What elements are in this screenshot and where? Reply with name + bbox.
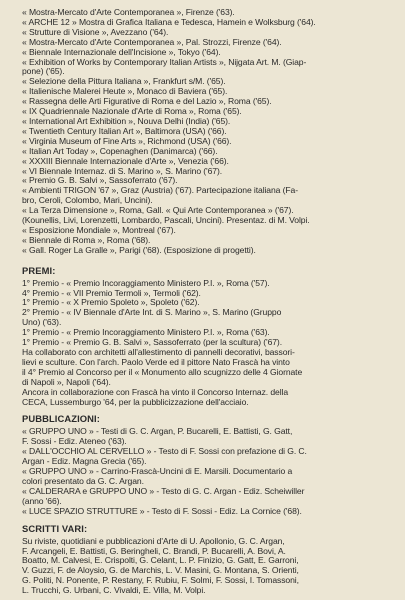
scritti-list [22,537,393,596]
scritti-heading: SCRITTI VARI: [22,522,88,534]
writing-line: V. Guzzi, F. de Aloysio, G. de Marchis, L. V. Masini, G. Montana, S. Orienti, [22,565,299,576]
exhibition-line: « Biennale Internazionale dell'Incisione », Tokyo ('64). [22,46,221,57]
premi-list [22,279,393,408]
premi-line: Ha collaborato con architetti all'allestimento di pannelli decorativi, bassori- [22,347,295,357]
publication-line: « LUCE SPAZIO STRUTTURE » - Testo di F. Sossi - Ediz. La Cornice ('68). [22,505,302,516]
exhibition-line: « La Terza Dimensione », Roma, Gall. « Qui Arte Contemporanea » ('67). [22,205,294,216]
publication-line: « GRUPPO UNO » - Carrino-Frascà-Uncini di E. Marsili. Documentario a [22,466,293,477]
exhibition-line: « ARCHE 12 » Mostra di Grafica Italiana e Tedesca, Hamein e Wolksburg ('64). [22,16,316,27]
premi-line: 1° Premio - « Premio Incoraggiamento Ministero P.I. », Roma ('63). [22,327,270,338]
premi-line: Ancora in collaborazione con Frascà ha vinto il Concorso Internaz. della [22,386,289,397]
publication-line: F. Sossi - Ediz. Ateneo ('63). [22,436,127,447]
exhibition-line: pone) ('65). [22,66,65,77]
premi-heading: PREMI: [22,264,56,276]
writing-line: F. Arcangeli, E. Battisti, G. Beringheli, C. Brandi, P. Bucarelli, A. Bovi, A. [22,545,286,556]
premi-line: 1° Premio - « Premio G. B. Salvi », Sassoferrato (per la scultura) ('67). [22,337,282,348]
exhibition-line: « Rassegna delle Arti Figurative di Roma e del Lazio », Roma ('65). [22,96,272,107]
pubblicazioni-heading: PUBBLICAZIONI: [22,413,100,425]
premi-line: Uno) ('63). [22,317,62,328]
exhibition-line: « Gall. Roger La Gralle », Parigi ('68). (Esposizione di progetti). [22,244,256,255]
premi-line: 2° Premio - « IV Biennale d'Arte Int. di S. Marino », S. Marino (Gruppo [22,307,282,318]
exhibition-line: « Strutture di Visione », Avezzano ('64). [22,26,169,37]
exhibition-line: « International Art Exhibition », Nouva Delhi (India) ('65). [22,115,231,126]
premi-line: 1° Premio - « Premio Incoraggiamento Ministero P.I. », Roma ('57). [22,277,270,288]
exhibition-line: « Italian Art Today », Copenaghen (Danimarca) ('66). [22,145,218,156]
publication-line: « CALDERARA e GRUPPO UNO » - Testo di G. C. Argan - Ediz. Scheiwiller [22,485,305,496]
exhibition-line: bro, Ceroli, Colombo, Mari, Uncini). [22,195,153,206]
exhibition-line: « Biennale di Roma », Roma ('68). [22,234,151,245]
premi-line: il 4° Premio al Concorso per il « Monumento allo scugnizzo delle 4 Giornate [22,366,303,377]
publication-line: colori presentato da G. C. Argan. [22,475,144,486]
exhibition-line: (Kounellis, Livi, Lorenzetti, Lombardo, Pascali, Uncini). Presentaz. di M. Volpi. [22,215,310,226]
publication-line: « DALL'OCCHIO AL CERVELLO » - Testo di F. Sossi con prefazione di G. C. [22,446,307,457]
writing-line: Su riviste, quotidiani e pubblicazioni d'Arte di U. Apollonio, G. C. Argan, [22,535,285,546]
exhibition-line: « Ambienti TRIGON '67 », Graz (Austria) ('67). Partecipazione italiana (Fa- [22,185,298,196]
publication-line: (anno '66). [22,495,62,506]
premi-line: 4° Premio - « VII Premio Termoli », Termoli ('62). [22,287,201,298]
writing-line: G. Politi, N. Ponente, P. Restany, F. Rubiu, F. Solmi, F. Sossi, I. Tomassoni, [22,575,299,586]
exhibition-line: « VI Biennale Internaz. di S. Marino », S. Marino ('67). [22,165,223,176]
exhibition-line: « XXXIII Biennale Internazionale d'Arte », Venezia ('66). [22,155,229,166]
exhibition-line: « Mostra-Mercato d'Arte Contemporanea », Firenze ('63). [22,7,235,17]
exhibition-line: « IX Quadriennale Nazionale d'Arte di Roma », Roma ('65). [22,106,242,117]
exhibitions-list [22,8,393,256]
premi-line: 1° Premio - « X Premio Spoleto », Spoleto ('62). [22,297,200,308]
exhibition-line: « Premio G. B. Salvi », Sassoferrato ('67). [22,175,178,186]
exhibition-line: « Twentieth Century Italian Art », Baltimora (USA) ('66). [22,125,227,136]
exhibition-line: « Italienische Malerei Heute », Monaco di Baviera ('65). [22,86,228,97]
pubblicazioni-list [22,427,393,516]
publication-line: Argan - Ediz. Magna Grecia ('65). [22,456,147,467]
exhibition-line: « Mostra-Mercato d'Arte Contemporanea », Pal. Strozzi, Firenze ('64). [22,36,282,47]
exhibition-line: « Exhibition of Works by Contemporary Italian Artists », Nijgata Art. M. (Giap- [22,56,307,67]
premi-line: di Napoli », Napoli ('64). [22,376,111,387]
premi-line: CECA, Lussemburgo '64, per la pubblicizzazione dell'acciaio. [22,396,249,407]
exhibition-line: « Selezione della Pittura Italiana », Frankfurt s/M. ('65). [22,76,226,87]
premi-line: lievi e sculture. Con l'arch. Paolo Verde ed il pittore Nato Frascà ha vinto [22,356,290,367]
publication-line: « GRUPPO UNO » - Testi di G. C. Argan, P. Bucarelli, E. Battisti, G. Gatt, [22,426,293,437]
writing-line: Boatto, M. Calvesi, E. Crispolti, G. Celant, L. P. Finizio, G. Gatt, E. Garroni, [22,555,299,566]
exhibition-line: « Virginia Museum of Fine Arts », Richmond (USA) ('66). [22,135,232,146]
exhibition-line: « Esposizione Mondiale », Montreal ('67). [22,224,176,235]
writing-line: L. Trucchi, G. Urbani, C. Vivaldi, E. Villa, M. Volpi. [22,585,206,596]
